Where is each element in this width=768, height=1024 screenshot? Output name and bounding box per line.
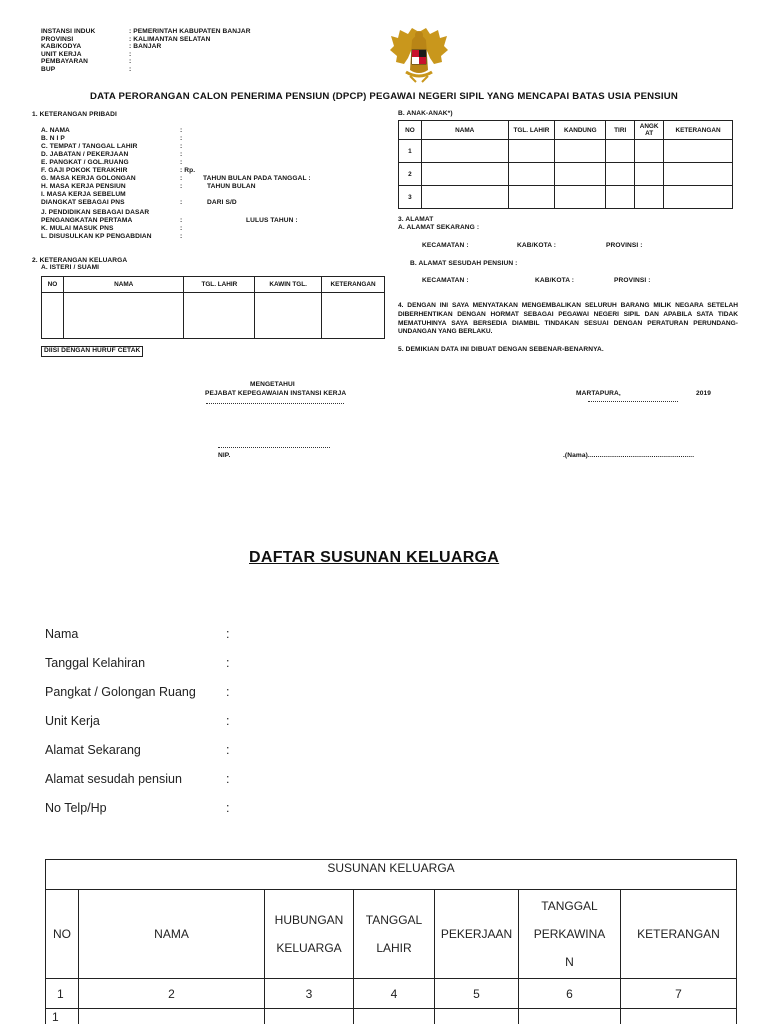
col-tanggal-lahir: TANGGAL LAHIR [354, 890, 435, 979]
address-heading: 3. ALAMAT [398, 216, 434, 223]
table-cell[interactable] [519, 1009, 621, 1024]
col-number: 6 [519, 979, 621, 1009]
col-number: 7 [621, 979, 737, 1009]
col-tanggal-perkawinan: TANGGAL PERKAWINA N [519, 890, 621, 979]
family-composition-table [45, 859, 737, 1024]
table-cell[interactable] [621, 1009, 737, 1024]
child-cell[interactable] [664, 163, 733, 186]
child-cell[interactable] [555, 140, 606, 163]
col-number: 1 [46, 979, 79, 1009]
personal-heading: 1. KETERANGAN PRIBADI [32, 111, 117, 118]
child-cell[interactable] [508, 163, 555, 186]
address-kec-2: KECAMATAN : [422, 277, 469, 284]
table-cell[interactable] [354, 1009, 435, 1024]
table-caption: SUSUNAN KELUARGA [46, 860, 737, 890]
sign-know: MENGETAHUI [250, 381, 295, 388]
address-after: B. ALAMAT SESUDAH PENSIUN : [410, 260, 518, 267]
sign-official-line [206, 403, 344, 404]
child-row-no: 3 [399, 186, 422, 209]
child-col-tgl: TGL. LAHIR [508, 121, 555, 140]
child-cell[interactable] [421, 186, 508, 209]
sign-date-line [588, 401, 678, 402]
child-row-no: 2 [399, 163, 422, 186]
address-prov-2: PROVINSI : [614, 277, 651, 284]
sebelum-extra: DARI S/D [207, 199, 237, 206]
row-no: 1 [46, 1009, 79, 1024]
spouse-cell[interactable] [63, 293, 184, 339]
page-title: DATA PERORANGAN CALON PENERIMA PENSIUN (DPCP) PEGAWAI NEGERI SIPIL YANG MENCAPAI BATAS USIA PENSIUN [90, 91, 679, 102]
address-current: A. ALAMAT SEKARANG : [398, 224, 480, 231]
table-cell[interactable] [79, 1009, 265, 1024]
col-hubungan: HUBUNGAN KELUARGA [265, 890, 354, 979]
child-row-no: 1 [399, 140, 422, 163]
sign-nip: NIP. [218, 452, 231, 459]
spouse-col-nama: NAMA [63, 277, 184, 293]
child-cell[interactable] [606, 140, 635, 163]
child-cell[interactable] [664, 140, 733, 163]
spouse-cell[interactable] [255, 293, 322, 339]
col-nama: NAMA [79, 890, 265, 979]
garuda-emblem-icon [388, 26, 450, 84]
col-number: 4 [354, 979, 435, 1009]
children-heading: B. ANAK-ANAK*) [398, 110, 453, 117]
table-cell[interactable] [435, 1009, 519, 1024]
spouse-col-tgl: TGL. LAHIR [184, 277, 255, 293]
child-cell[interactable] [635, 163, 664, 186]
field-alamat-pensiun: Alamat sesudah pensiun : [45, 772, 230, 786]
child-cell[interactable] [606, 163, 635, 186]
col-number: 5 [435, 979, 519, 1009]
children-table [398, 120, 733, 209]
address-kab-1: KAB/KOTA : [517, 242, 557, 249]
statement-5: 5. DEMIKIAN DATA INI DIBUAT DENGAN SEBENAR-BENARNYA. [398, 346, 604, 353]
child-col-tiri: TIRI [606, 121, 635, 140]
child-cell[interactable] [555, 186, 606, 209]
col-number: 3 [265, 979, 354, 1009]
field-telp: No Telp/Hp : [45, 801, 230, 815]
pensiun-extra: TAHUN BULAN [207, 183, 256, 190]
spouse-table [41, 276, 385, 339]
print-note: DIISI DENGAN HURUF CETAK [41, 346, 143, 357]
golongan-extra: TAHUN BULAN PADA TANGGAL : [203, 175, 311, 182]
table-cell[interactable] [265, 1009, 354, 1024]
family-sub: A. ISTERI / SUAMI [41, 264, 100, 271]
spouse-cell[interactable] [322, 293, 385, 339]
child-cell[interactable] [635, 186, 664, 209]
field-nama: Nama : [45, 627, 230, 641]
sign-name: .(Nama)....................................................... [563, 452, 695, 459]
child-cell[interactable] [606, 186, 635, 209]
sign-year: 2019 [696, 390, 712, 397]
col-number: 2 [79, 979, 265, 1009]
statement-4: 4. DENGAN INI SAYA MENYATAKAN MENGEMBALIKAN SELURUH BARANG MILIK NEGARA SETELAH DIBERHENTIKAN DENGAN HORMAT SEBAGAI PEGAWAI NEGERI SIPIL DAN APABILA SATA TIDAK MEMATUHINYA SAYA BERSEDIA DIAMBIL TINDAKAN SESUAI DENGAN PERATURAN PERUNDANG-UNDANGAN YANG BERLAKU. [398, 302, 738, 336]
sign-line-left [218, 447, 330, 448]
address-prov-1: PROVINSI : [606, 242, 643, 249]
field-pangkat: Pangkat / Golongan Ruang : [45, 685, 230, 699]
col-pekerjaan: PEKERJAAN [435, 890, 519, 979]
address-kab-2: KAB/KOTA : [535, 277, 575, 284]
spouse-cell[interactable] [184, 293, 255, 339]
child-col-no: NO [399, 121, 422, 140]
child-cell[interactable] [635, 140, 664, 163]
col-keterangan: KETERANGAN [621, 890, 737, 979]
spouse-col-ket: KETERANGAN [322, 277, 385, 293]
child-cell[interactable] [555, 163, 606, 186]
child-col-nama: NAMA [421, 121, 508, 140]
col-no: NO [46, 890, 79, 979]
child-col-ket: KETERANGAN [664, 121, 733, 140]
child-col-kandung: KANDUNG [555, 121, 606, 140]
spouse-col-no: NO [42, 277, 64, 293]
section2-title: DAFTAR SUSUNAN KELUARGA [249, 549, 500, 566]
spouse-cell[interactable] [42, 293, 64, 339]
field-tanggal-lahir: Tanggal Kelahiran : [45, 656, 230, 670]
child-col-angkat: ANGK AT [635, 121, 664, 140]
address-kec-1: KECAMATAN : [422, 242, 469, 249]
header-info: INSTANSI INDUK : PEMERINTAH KABUPATEN BANJAR PROVINSI : KALIMANTAN SELATAN KAB/KODYA : BANJAR UNIT KERJA : PEMBAYARAN : BUP : [41, 28, 251, 73]
child-cell[interactable] [664, 186, 733, 209]
field-unit-kerja: Unit Kerja : [45, 714, 230, 728]
sign-place: MARTAPURA, [576, 390, 621, 397]
spouse-col-kawin: KAWIN TGL. [255, 277, 322, 293]
lulus-extra: LULUS TAHUN : [246, 217, 298, 224]
sign-official: PEJABAT KEPEGAWAIAN INSTANSI KERJA [205, 390, 347, 397]
family-heading: 2. KETERANGAN KELUARGA [32, 257, 128, 264]
child-cell[interactable] [421, 163, 508, 186]
child-cell[interactable] [508, 186, 555, 209]
field-alamat-sekarang: Alamat Sekarang : [45, 743, 230, 757]
child-cell[interactable] [508, 140, 555, 163]
child-cell[interactable] [421, 140, 508, 163]
